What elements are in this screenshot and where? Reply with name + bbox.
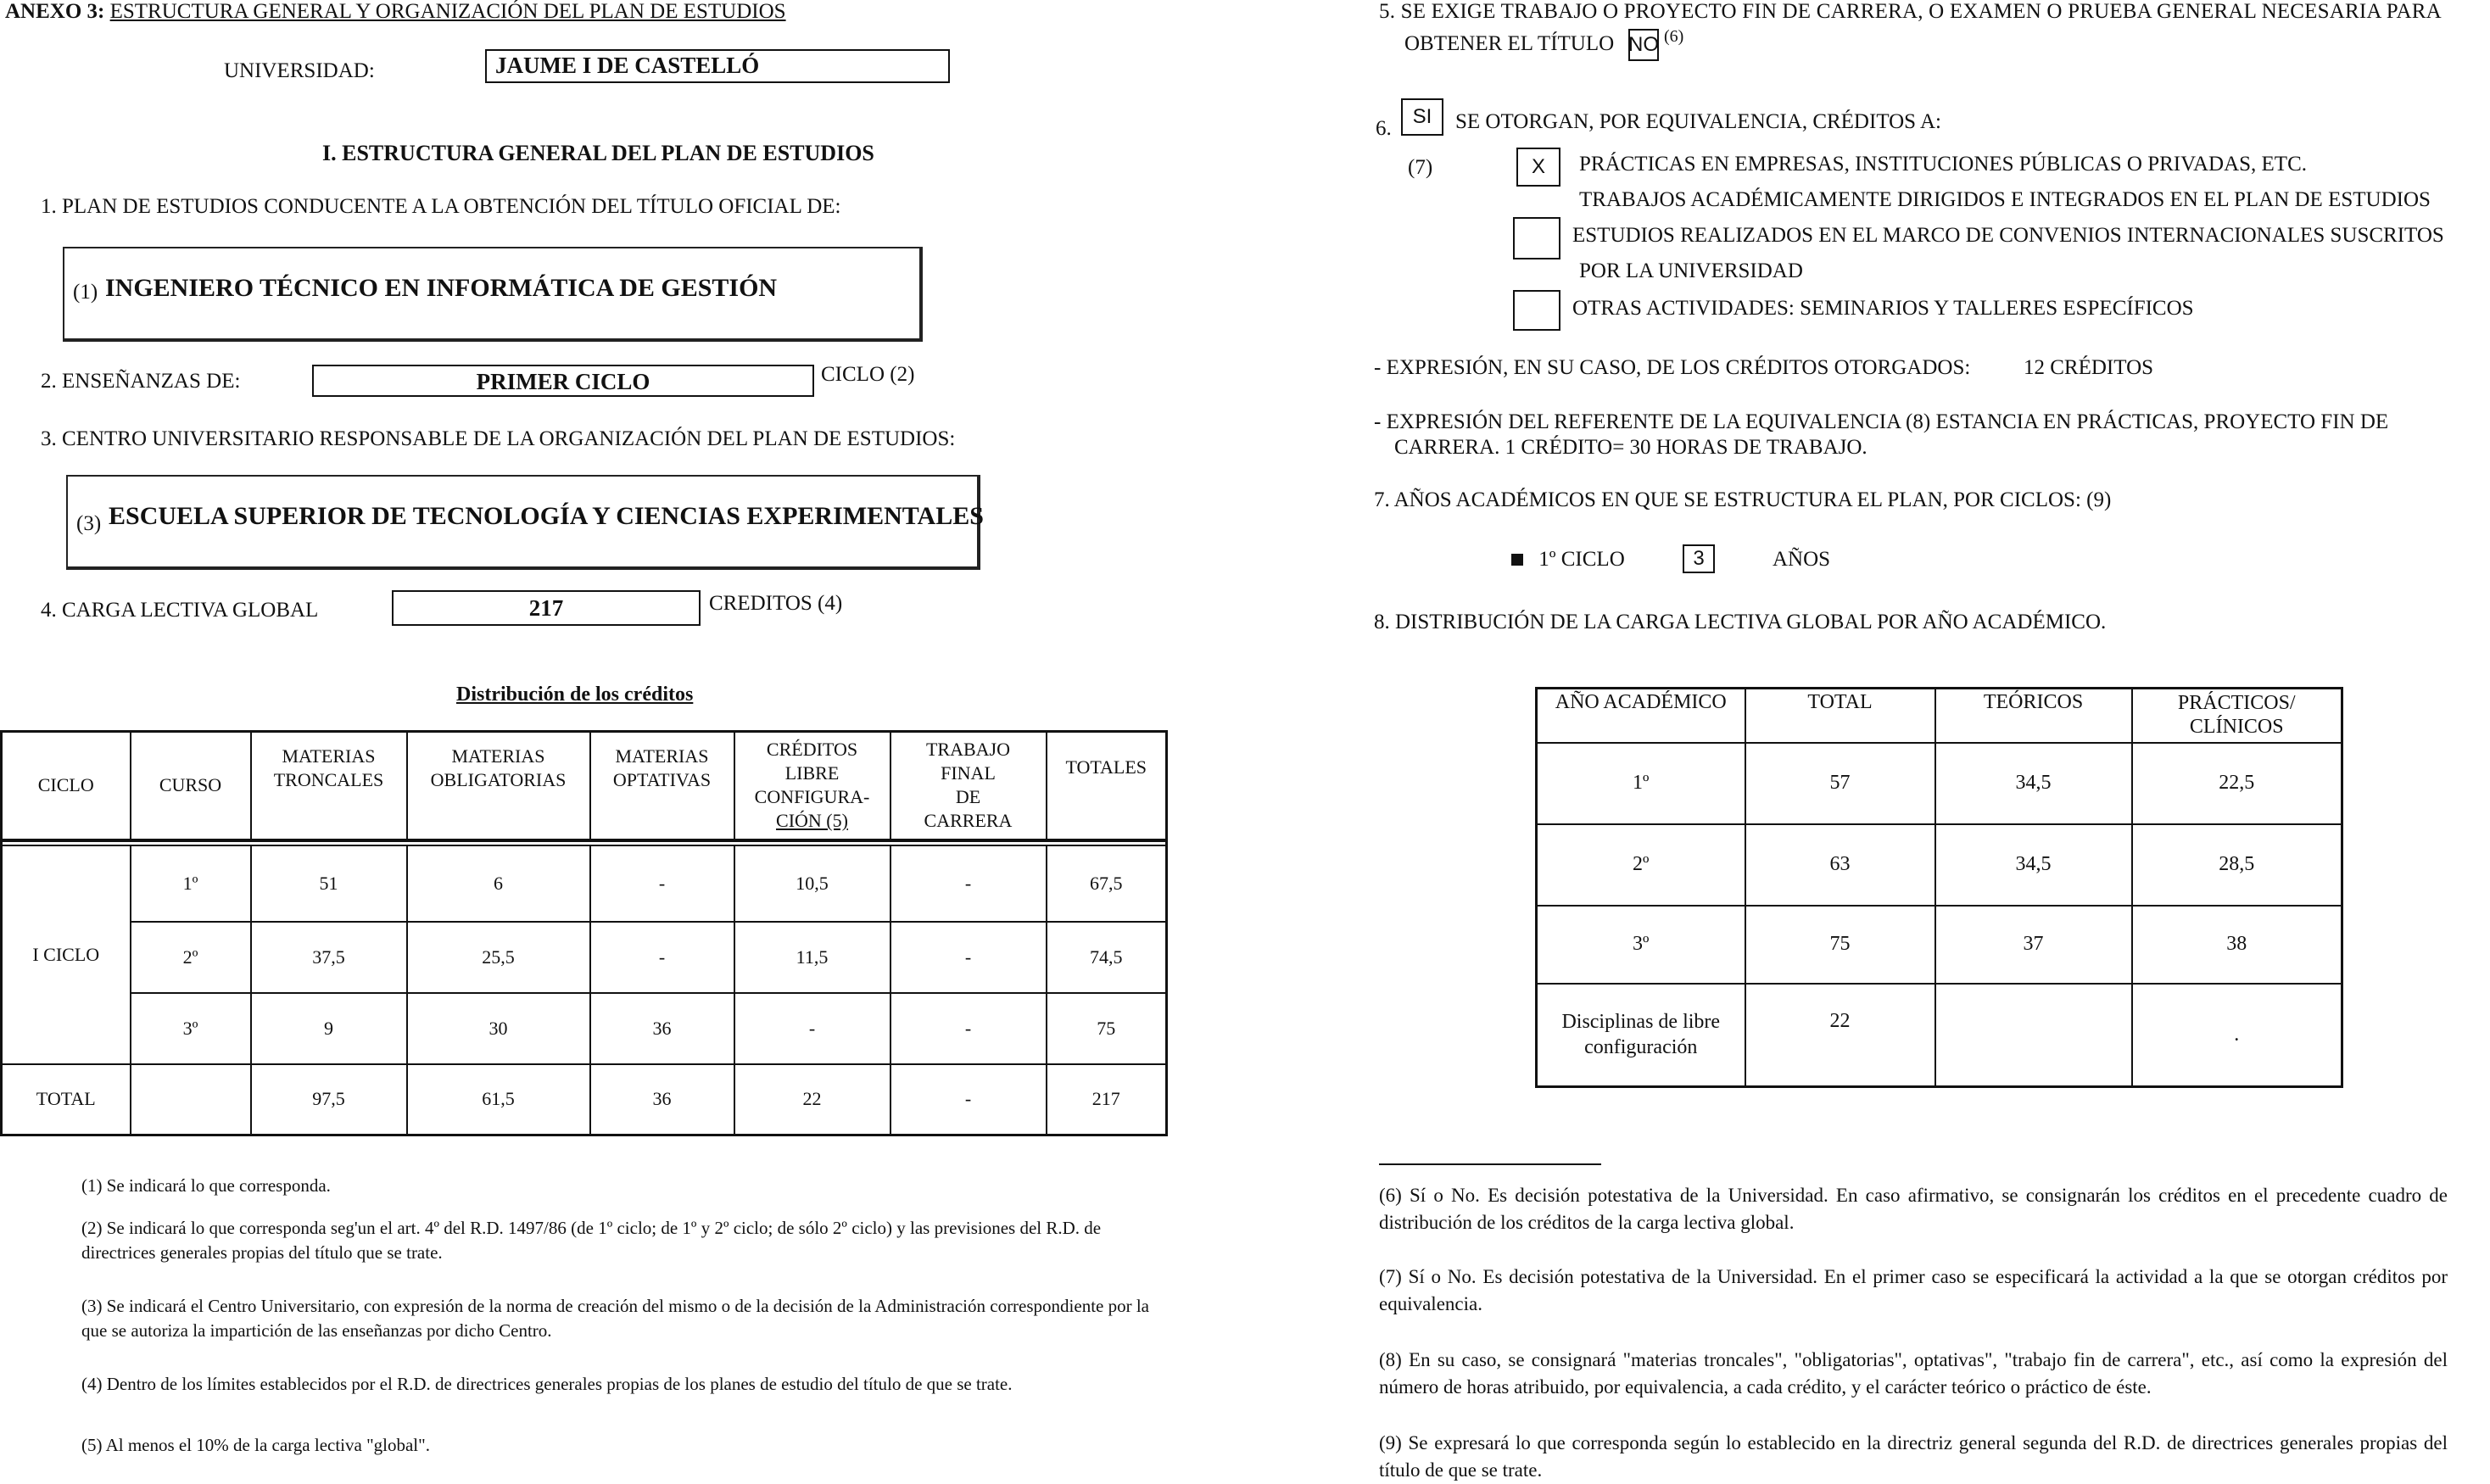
table-cell bbox=[1935, 984, 2132, 1087]
libre-label-cell bbox=[1537, 984, 1745, 1087]
footnote-4: (4) Dentro de los límites establecidos por el R.D. de directrices generales propias de los planes de estudio del título de que se trate. bbox=[81, 1374, 1013, 1394]
item1-value: INGENIERO TÉCNICO EN INFORMÁTICA DE GESTIÓN bbox=[105, 274, 778, 302]
section-title: I. ESTRUCTURA GENERAL DEL PLAN DE ESTUDIOS bbox=[322, 141, 874, 165]
option1-line1: PRÁCTICAS EN EMPRESAS, INSTITUCIONES PÚBLICAS O PRIVADAS, ETC. bbox=[1579, 153, 2307, 176]
item4-suffix: CREDITOS (4) bbox=[709, 592, 843, 615]
item6-label: SE OTORGAN, POR EQUIVALENCIA, CRÉDITOS A: bbox=[1455, 110, 1941, 133]
total-row bbox=[2, 1064, 1167, 1135]
item7-unit: AÑOS bbox=[1773, 548, 1831, 571]
item2-value: PRIMER CICLO bbox=[476, 369, 650, 394]
item2-label: 2. ENSEÑANZAS DE: bbox=[41, 370, 241, 393]
table-cell: - bbox=[590, 922, 734, 993]
table-cell: 22,5 bbox=[2132, 743, 2342, 824]
table-cell: 74,5 bbox=[1047, 922, 1167, 993]
table-cell: 37 bbox=[1935, 906, 2132, 984]
table-cell: - bbox=[734, 993, 890, 1064]
option2-line1: ESTUDIOS REALIZADOS EN EL MARCO DE CONVENIOS INTERNACIONALES SUSCRITOS bbox=[1572, 224, 2444, 247]
header-optativas bbox=[590, 732, 734, 840]
table-cell: 3º bbox=[1537, 906, 1745, 984]
header-line: OBLIGATORIAS bbox=[430, 769, 567, 790]
table-row bbox=[1537, 906, 2342, 984]
credits-header-row bbox=[2, 732, 1167, 840]
item2-field bbox=[312, 365, 814, 397]
header-line: MATERIAS bbox=[451, 745, 545, 767]
table-cell: 11,5 bbox=[734, 922, 890, 993]
header-line: CIÓN (5) bbox=[776, 810, 848, 832]
footnote-6: (6) Sí o No. Es decisión potestativa de la Universidad. En caso afirmativo, se consignarán los créditos en el precedente cuadro de distribución de los créditos de la carga lectiva global. bbox=[1379, 1185, 2448, 1233]
item6-answer-box bbox=[1401, 98, 1443, 136]
footnote-9: (9) Se expresará lo que corresponda según lo establecido en la directriz general segunda del R.D. de directrices generales propias del título de que se trate. bbox=[1379, 1432, 2448, 1481]
table-cell: - bbox=[890, 1064, 1047, 1135]
footnote-2: (2) Se indicará lo que corresponda seg'un el art. 4º del R.D. 1497/86 (de 1º ciclo; de 1º y 2º ciclo; de sólo 2º ciclo) y las previsiones del R.D. de directrices generales propias del título que se trate. bbox=[81, 1218, 1102, 1263]
table-cell: 51 bbox=[251, 845, 407, 922]
credits-table bbox=[0, 730, 1168, 1136]
expr-label: - EXPRESIÓN, EN SU CASO, DE LOS CRÉDITOS OTORGADOS: bbox=[1374, 356, 1971, 379]
header-line: TRABAJO bbox=[925, 739, 1010, 761]
header-line: CONFIGURA- bbox=[754, 786, 870, 808]
header-line: MATERIAS bbox=[282, 745, 376, 767]
item6-number: 6. bbox=[1376, 117, 1392, 140]
item5-answer-box bbox=[1628, 29, 1659, 61]
right-page bbox=[1357, 0, 2490, 1484]
square-bullet-icon bbox=[1511, 554, 1523, 566]
table-cell: 22 bbox=[734, 1064, 890, 1135]
header-line: LIBRE bbox=[784, 762, 840, 784]
libre-label-line: configuración bbox=[1584, 1036, 1698, 1059]
item7-row bbox=[1511, 548, 1625, 572]
left-page bbox=[0, 0, 1187, 1484]
annex-heading bbox=[5, 0, 786, 24]
header-line: DE bbox=[955, 786, 981, 808]
option2-line2: POR LA UNIVERSIDAD bbox=[1579, 259, 1803, 282]
footnote-1: (1) Se indicará lo que corresponda. bbox=[81, 1175, 331, 1196]
header-libre bbox=[734, 732, 890, 840]
libre-label-line: Disciplinas de libre bbox=[1561, 1011, 1721, 1034]
item6-answer: SI bbox=[1412, 105, 1432, 128]
item2-suffix: CICLO (2) bbox=[821, 363, 915, 386]
table-cell: 38 bbox=[2132, 906, 2342, 984]
option1-line2: TRABAJOS ACADÉMICAMENTE DIRIGIDOS E INTEGRADOS EN EL PLAN DE ESTUDIOS bbox=[1579, 188, 2431, 211]
table-cell: 6 bbox=[407, 845, 590, 922]
table-cell: 75 bbox=[1745, 906, 1935, 984]
item5-note: (6) bbox=[1664, 27, 1684, 46]
table-cell: 3º bbox=[131, 993, 251, 1064]
item7-value-box bbox=[1683, 544, 1715, 573]
table-row bbox=[2, 993, 1167, 1064]
header-trabajo bbox=[890, 732, 1047, 840]
table-cell: 2º bbox=[131, 922, 251, 993]
table-cell: 1º bbox=[131, 845, 251, 922]
table-cell: 34,5 bbox=[1935, 824, 2132, 906]
option1-checkbox[interactable] bbox=[1516, 148, 1560, 187]
year-distribution-table bbox=[1535, 687, 2343, 1088]
header-teoricos: TEÓRICOS bbox=[1935, 689, 2132, 743]
header-total: TOTAL bbox=[1745, 689, 1935, 743]
header-line: FINAL bbox=[941, 762, 996, 784]
table-cell: 37,5 bbox=[251, 922, 407, 993]
table-cell: - bbox=[590, 845, 734, 922]
item5-line1: 5. SE EXIGE TRABAJO O PROYECTO FIN DE CARRERA, O EXAMEN O PRUEBA GENERAL NECESARIA PARA bbox=[1379, 0, 2442, 23]
item5-answer: NO bbox=[1628, 33, 1659, 56]
item8-label: 8. DISTRIBUCIÓN DE LA CARGA LECTIVA GLOBAL POR AÑO ACADÉMICO. bbox=[1374, 611, 2107, 633]
table-cell: 10,5 bbox=[734, 845, 890, 922]
ref-line1: - EXPRESIÓN DEL REFERENTE DE LA EQUIVALENCIA (8) ESTANCIA EN PRÁCTICAS, PROYECTO FIN DE bbox=[1374, 410, 2389, 433]
ref-line2: CARRERA. 1 CRÉDITO= 30 HORAS DE TRABAJO. bbox=[1394, 436, 1868, 459]
table-cell: 36 bbox=[590, 1064, 734, 1135]
item1-frame bbox=[63, 247, 923, 342]
header-line: TRONCALES bbox=[273, 769, 384, 790]
annex-label: ANEXO 3: bbox=[5, 0, 105, 23]
ciclo-cell: I CICLO bbox=[2, 845, 131, 1064]
header-line: PRÁCTICOS/ bbox=[2177, 692, 2296, 714]
item6-note: (7) bbox=[1408, 156, 1433, 179]
table-cell: 63 bbox=[1745, 824, 1935, 906]
table-cell: 97,5 bbox=[251, 1064, 407, 1135]
header-line: OPTATIVAS bbox=[612, 769, 712, 790]
table-row bbox=[1537, 743, 2342, 824]
table-cell: 34,5 bbox=[1935, 743, 2132, 824]
table-cell: 9 bbox=[251, 993, 407, 1064]
header-troncales bbox=[251, 732, 407, 840]
table-cell: - bbox=[890, 845, 1047, 922]
item1-label: 1. PLAN DE ESTUDIOS CONDUCENTE A LA OBTENCIÓN DEL TÍTULO OFICIAL DE: bbox=[41, 195, 841, 218]
item1-prefix: (1) bbox=[73, 281, 98, 304]
table-cell bbox=[131, 1064, 251, 1135]
table-cell: 25,5 bbox=[407, 922, 590, 993]
item7-label: 7. AÑOS ACADÉMICOS EN QUE SE ESTRUCTURA EL PLAN, POR CICLOS: (9) bbox=[1374, 488, 2112, 511]
footnote-8: (8) En su caso, se consignará "materias troncales", "obligatorias", optativas", "trabajo fin de carrera", etc., así como la expresión del número de horas atribuido, por equivalencia, a cada crédito, y el carácter teórico o práctico de éste. bbox=[1379, 1349, 2448, 1398]
libre-row bbox=[1537, 984, 2342, 1087]
table-row bbox=[2, 845, 1167, 922]
table-cell: . bbox=[2132, 984, 2342, 1087]
header-ano: AÑO ACADÉMICO bbox=[1537, 689, 1745, 743]
table-row bbox=[2, 922, 1167, 993]
year-header-row bbox=[1537, 689, 2342, 743]
annex-title: ESTRUCTURA GENERAL Y ORGANIZACIÓN DEL PLAN DE ESTUDIOS bbox=[109, 0, 786, 23]
header-practicos bbox=[2132, 689, 2342, 743]
footnote-separator bbox=[1379, 1163, 1601, 1165]
header-curso: CURSO bbox=[131, 732, 251, 840]
table-cell: 22 bbox=[1745, 984, 1935, 1087]
table-cell: 36 bbox=[590, 993, 734, 1064]
table-cell: 217 bbox=[1047, 1064, 1167, 1135]
table-cell: - bbox=[890, 993, 1047, 1064]
university-field bbox=[485, 49, 950, 83]
distribution-title: Distribución de los créditos bbox=[456, 683, 694, 706]
header-totales: TOTALES bbox=[1047, 732, 1167, 840]
table-row bbox=[1537, 824, 2342, 906]
item7-value: 3 bbox=[1693, 547, 1705, 570]
table-cell: 61,5 bbox=[407, 1064, 590, 1135]
footnote-5: (5) Al menos el 10% de la carga lectiva "global". bbox=[81, 1435, 430, 1455]
expr-value: 12 CRÉDITOS bbox=[2024, 356, 2154, 379]
university-label: UNIVERSIDAD: bbox=[224, 59, 375, 82]
item4-value: 217 bbox=[528, 595, 564, 621]
item3-label: 3. CENTRO UNIVERSITARIO RESPONSABLE DE LA ORGANIZACIÓN DEL PLAN DE ESTUDIOS: bbox=[41, 427, 956, 450]
table-cell: 75 bbox=[1047, 993, 1167, 1064]
table-cell: 28,5 bbox=[2132, 824, 2342, 906]
item3-value: ESCUELA SUPERIOR DE TECNOLOGÍA Y CIENCIAS EXPERIMENTALES bbox=[109, 502, 984, 530]
table-cell: - bbox=[890, 922, 1047, 993]
item3-prefix: (3) bbox=[76, 512, 102, 535]
footnote-7: (7) Sí o No. Es decisión potestativa de la Universidad. En el primer caso se especificará la actividad a la que se otorgan créditos por equivalencia. bbox=[1379, 1266, 2448, 1314]
header-line: MATERIAS bbox=[615, 745, 709, 767]
table-cell: 2º bbox=[1537, 824, 1745, 906]
table-cell: 57 bbox=[1745, 743, 1935, 824]
footnote-3: (3) Se indicará el Centro Universitario, con expresión de la norma de creación del mismo o de la decisión de la Administración correspondiente por la que se autoriza la impartición de las enseñanzas por dicho Centro. bbox=[81, 1296, 1150, 1341]
item7-ciclo: 1º CICLO bbox=[1538, 548, 1625, 571]
option1-mark: X bbox=[1531, 155, 1545, 178]
header-line: CLÍNICOS bbox=[2189, 716, 2284, 738]
option3-checkbox[interactable] bbox=[1513, 290, 1560, 331]
item5-line2: OBTENER EL TÍTULO bbox=[1404, 32, 1615, 55]
item4-label: 4. CARGA LECTIVA GLOBAL bbox=[41, 599, 319, 622]
header-line: CRÉDITOS bbox=[766, 739, 858, 761]
table-cell: 1º bbox=[1537, 743, 1745, 824]
table-cell: 30 bbox=[407, 993, 590, 1064]
option3-line1: OTRAS ACTIVIDADES: SEMINARIOS Y TALLERES ESPECÍFICOS bbox=[1572, 297, 2194, 320]
header-ciclo: CICLO bbox=[2, 732, 131, 840]
header-line: CARRERA bbox=[924, 810, 1013, 832]
university-value: JAUME I DE CASTELLÓ bbox=[495, 53, 760, 78]
item3-frame bbox=[66, 475, 984, 570]
table-cell: TOTAL bbox=[2, 1064, 131, 1135]
header-obligatorias bbox=[407, 732, 590, 840]
item4-field bbox=[392, 590, 701, 626]
table-cell: 67,5 bbox=[1047, 845, 1167, 922]
option2-checkbox[interactable] bbox=[1513, 217, 1560, 259]
